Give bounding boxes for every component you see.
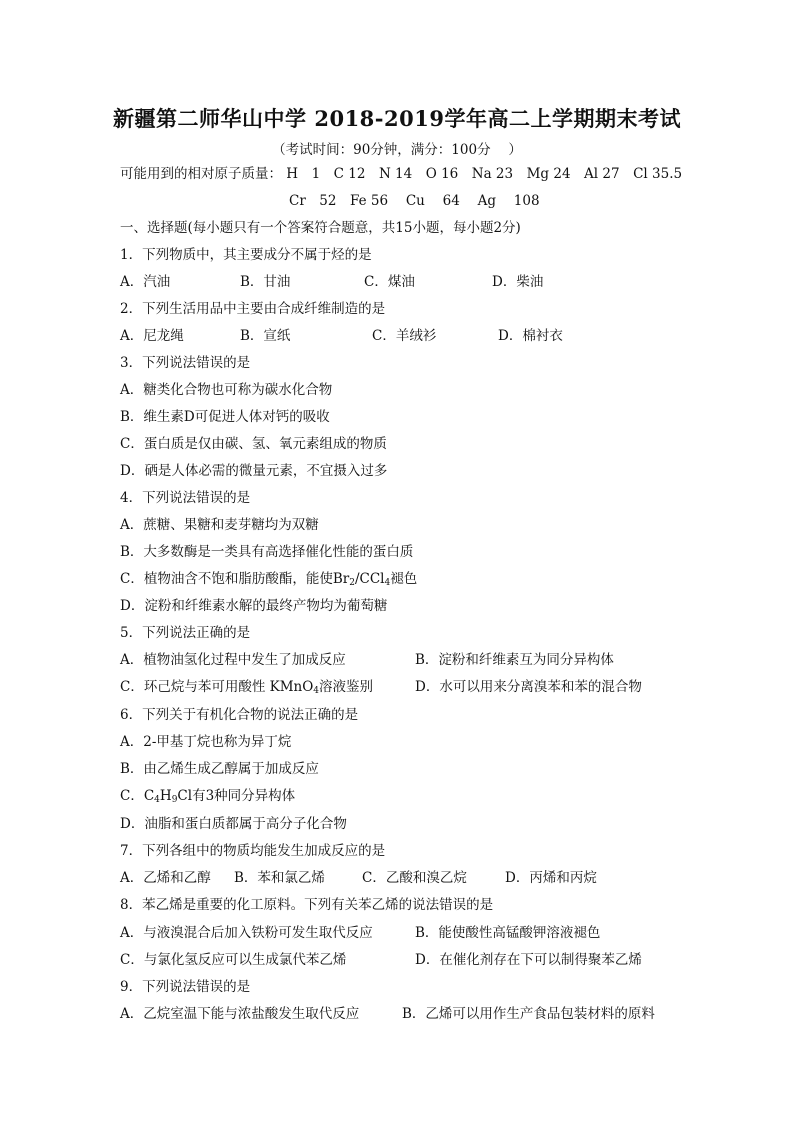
question-2-stem: 2．下列生活用品中主要由合成纤维制造的是 (120, 301, 386, 317)
q4c-text: C．植物油含不饱和脂肪酸酯，能使Br (120, 571, 350, 587)
q5-option-a: A．植物油氢化过程中发生了加成反应 (120, 652, 346, 668)
question-1-stem: 1．下列物质中，其主要成分不属于烃的是 (120, 247, 372, 263)
q8-option-b: B．能使酸性高锰酸钾溶液褪色 (415, 925, 601, 941)
q6c-sub-2: 9 (171, 795, 178, 805)
q8-option-c: C．与氯化氢反应可以生成氯代苯乙烯 (120, 952, 347, 968)
q6-option-a: A．2-甲基丁烷也称为异丁烷 (120, 734, 292, 750)
q4-option-a: A．蔗糖、果糖和麦芽糖均为双糖 (120, 517, 319, 533)
q4c-sub-1: 2 (349, 578, 355, 588)
question-7-stem: 7．下列各组中的物质均能发生加成反应的是 (120, 843, 386, 859)
q1-option-b: B．甘油 (240, 274, 291, 290)
q4c-sub-2: 4 (384, 578, 391, 588)
q1-option-d: D．柴油 (492, 274, 544, 290)
q4-option-b: B．大多数酶是一类具有高选择催化性能的蛋白质 (120, 544, 414, 560)
q3-option-c: C．蛋白质是仅由碳、氢、氧元素组成的物质 (120, 436, 387, 452)
q8-option-a: A．与液溴混合后加入铁粉可发生取代反应 (120, 925, 373, 941)
q1-option-a: A．汽油 (120, 274, 171, 290)
q2-option-a: A．尼龙绳 (120, 328, 184, 344)
q7-option-d: D．丙烯和丙烷 (505, 870, 597, 886)
q6-option-c (120, 787, 295, 805)
q6c-h: H (159, 788, 172, 804)
q5-option-c (120, 678, 373, 696)
q6-option-d: D．油脂和蛋白质都属于高分子化合物 (120, 816, 347, 832)
q4-option-d: D．淀粉和纤维素水解的最终产物均为葡萄糖 (120, 598, 388, 614)
q5c-tail: 溶液鉴别 (319, 679, 374, 695)
q6c-tail: Cl有3种同分异构体 (177, 788, 296, 804)
q7-option-a: A．乙烯和乙醇 (120, 870, 211, 886)
q3-option-a: A．糖类化合物也可称为碳水化合物 (120, 382, 333, 398)
exam-title: 新疆第二师华山中学 2018-2019学年高二上学期期末考试 (113, 106, 681, 131)
q7-option-c: C．乙酸和溴乙烷 (362, 870, 467, 886)
question-9-stem: 9．下列说法错误的是 (120, 979, 251, 995)
question-6-stem: 6．下列关于有机化合物的说法正确的是 (120, 707, 359, 723)
q6-option-b: B．由乙烯生成乙醇属于加成反应 (120, 761, 319, 777)
q4-option-c (120, 570, 417, 588)
question-5-stem: 5．下列说法正确的是 (120, 625, 251, 641)
atomic-masses-line-2: Cr 52 Fe 56 Cu 64 Ag 108 (289, 193, 540, 209)
q9-option-b: B．乙烯可以用作生产食品包装材料的原料 (402, 1006, 655, 1022)
q4c-mid: /CCl (354, 571, 385, 587)
section-heading: 一、选择题(每小题只有一个答案符合题意，共15小题，每小题2分) (120, 220, 521, 236)
q2-option-c: C．羊绒衫 (372, 328, 437, 344)
q4c-tail: 褪色 (390, 571, 418, 587)
q3-option-d: D．硒是人体必需的微量元素，不宜摄入过多 (120, 463, 388, 479)
q2-option-d: D．棉衬衣 (498, 328, 563, 344)
q7-option-b: B．苯和氯乙烯 (234, 870, 325, 886)
q6c-sub-1: 4 (154, 795, 160, 805)
q5c-sub: 4 (313, 686, 320, 696)
atomic-masses-line-1: 可能用到的相对原子质量： H 1 C 12 N 14 O 16 Na 23 Mg 24 Al 27 Cl 35.5 (120, 166, 683, 182)
q8-option-d: D．在催化剂存在下可以制得聚苯乙烯 (415, 952, 642, 968)
q9-option-a: A．乙烷室温下能与浓盐酸发生取代反应 (120, 1006, 360, 1022)
q2-option-b: B．宣纸 (240, 328, 291, 344)
question-4-stem: 4．下列说法错误的是 (120, 490, 251, 506)
question-8-stem: 8．苯乙烯是重要的化工原料。下列有关苯乙烯的说法错误的是 (120, 897, 494, 913)
q5-option-b: B．淀粉和纤维素互为同分异构体 (415, 652, 614, 668)
question-3-stem: 3．下列说法错误的是 (120, 355, 251, 371)
exam-subtitle: （考试时间：90分钟，满分：100分 ） (272, 142, 522, 158)
q6c-text: C．C (120, 788, 155, 804)
q3-option-b: B．维生素D可促进人体对钙的吸收 (120, 409, 330, 425)
q1-option-c: C．煤油 (364, 274, 415, 290)
q5-option-d: D．水可以用来分离溴苯和苯的混合物 (415, 679, 642, 695)
q5c-text: C．环己烷与苯可用酸性 KMnO (120, 679, 314, 695)
